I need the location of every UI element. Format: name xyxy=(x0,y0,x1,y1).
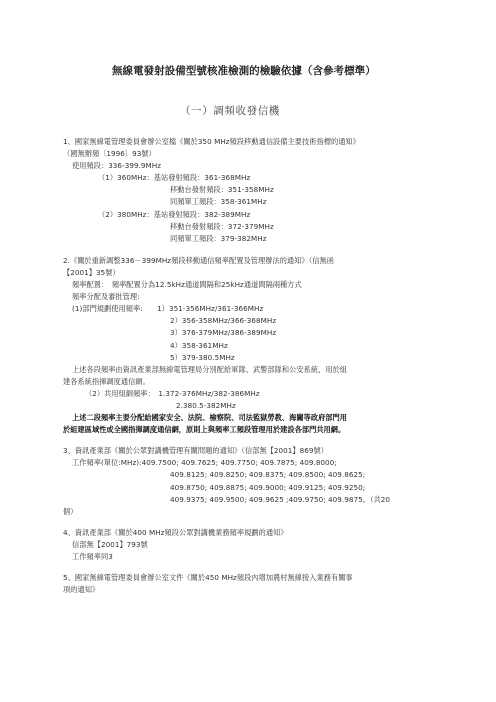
item-2-para-1: 上述各段頻率由資訊產業部無線電管理局分別配給軍隊、武警部隊和公安系統，用於組 xyxy=(72,365,348,374)
item-3-freq-5: 個） xyxy=(63,507,78,516)
item-2-dept-4: 4）358-361MHz xyxy=(170,341,228,350)
item-3-freq-1: 工作頻率(單位:MHz):409.7500; 409.7625; 409.7750; 409.7875; 409.8000; xyxy=(72,458,337,467)
item-3-freq-2: 409.8125; 409.8250; 409.8375; 409.8500; 409.8625; xyxy=(170,470,366,479)
item-1-sub-1b: 移動台發射頻段：351-358MHz xyxy=(170,185,274,194)
item-2-bold-2: 於組建區域性或全國指揮調度通信網，原則上與頻率工頻段管理用於建設各部門共用網。 xyxy=(63,425,346,434)
item-1-sub-2c: 同頻單工頻段：379-382MHz xyxy=(170,234,267,243)
item-5-line-1: 5、國家無線電管理委員會辦公室文件《關於450 MHz頻段內增加農村無線接入業務有關事 xyxy=(63,573,353,582)
item-4-line-2: 信部無【2001】793號 xyxy=(72,540,148,549)
item-3-freq-3: 409.8750; 409.8875; 409.9000; 409.9125; 409.9250; xyxy=(170,483,366,492)
item-2-bold-1: 上述二段頻率主要分配給國家安全、法院、檢察院、司法監獄勞教、海關等政府部門用 xyxy=(72,413,348,422)
item-2-dept-1: (1)部門規劃使用頻率: 1）351-356MHz/361-366MHz xyxy=(72,304,264,313)
document-title: 無線電發射設備型號核准檢測的檢驗依據（含參考標準） xyxy=(112,65,376,77)
item-2-dept-2: 2）356-358MHz/366-368MHz xyxy=(170,316,277,325)
item-4-line-3: 工作頻率同3 xyxy=(72,552,113,561)
item-1-sub-2a: （2）380MHz：基站發射頻段：382-389MHz xyxy=(98,210,251,219)
item-2-dept-3: 3）376-379MHz/386-389MHz xyxy=(170,328,277,337)
item-3-freq-4: 409.9375; 409.9500; 409.9625 ;409.9750; 409.9875。（共20 xyxy=(170,495,391,504)
item-5-line-2: 項的通知》 xyxy=(63,585,100,594)
item-2-allocation: 頻率分配及審批管理: xyxy=(72,292,140,301)
item-4-line-1: 4、資訊產業部《關於400 MHz頻段公眾對講機業務頻率規劃的通知》 xyxy=(63,528,288,537)
item-1-band: 使用頻段：336-399.9MHz xyxy=(72,161,162,170)
item-3-line-1: 3、資訊產業部《關於公眾對講機管理有關問題的通知》（信部無【2001】869號） xyxy=(63,446,328,455)
item-1-line-2: （國無辦頻〔1996〕93號） xyxy=(63,149,156,158)
item-2-shared-1: （2）共用組網頻率： 1.372-376MHz/382-386MHz xyxy=(85,389,260,398)
item-2-line-2: 【2001】35號） xyxy=(63,268,120,277)
item-1-sub-1c: 同頻單工頻段：358-361MHz xyxy=(170,197,267,206)
section-heading: （一）調頻收發信機 xyxy=(180,105,280,117)
item-2-para-2: 建各系統指揮調度通信網。 xyxy=(63,377,150,386)
item-2-config: 頻率配置： 頻率配置分為12.5kHz通道間隔和25kHz通道間隔兩種方式 xyxy=(72,280,302,289)
item-2-line-1: 2.《關於重新調整336－399MHz頻段移動通信頻率配置及管理辦法的通知》（信無函 xyxy=(63,256,334,265)
item-2-dept-5: 5）379-380.5MHz xyxy=(170,353,235,362)
item-1-line-1: 1、國家無線電管理委員會辦公室檔《關於350 MHz頻段移動通信設備主要技術指標的通知》 xyxy=(63,137,360,146)
item-1-sub-2b: 移動台發射頻段：372-379MHz xyxy=(170,222,274,231)
item-2-shared-2: 2.380.5-382MHz xyxy=(176,401,236,410)
item-1-sub-1a: （1）360MHz：基站發射頻段：361-368MHz xyxy=(98,173,251,182)
